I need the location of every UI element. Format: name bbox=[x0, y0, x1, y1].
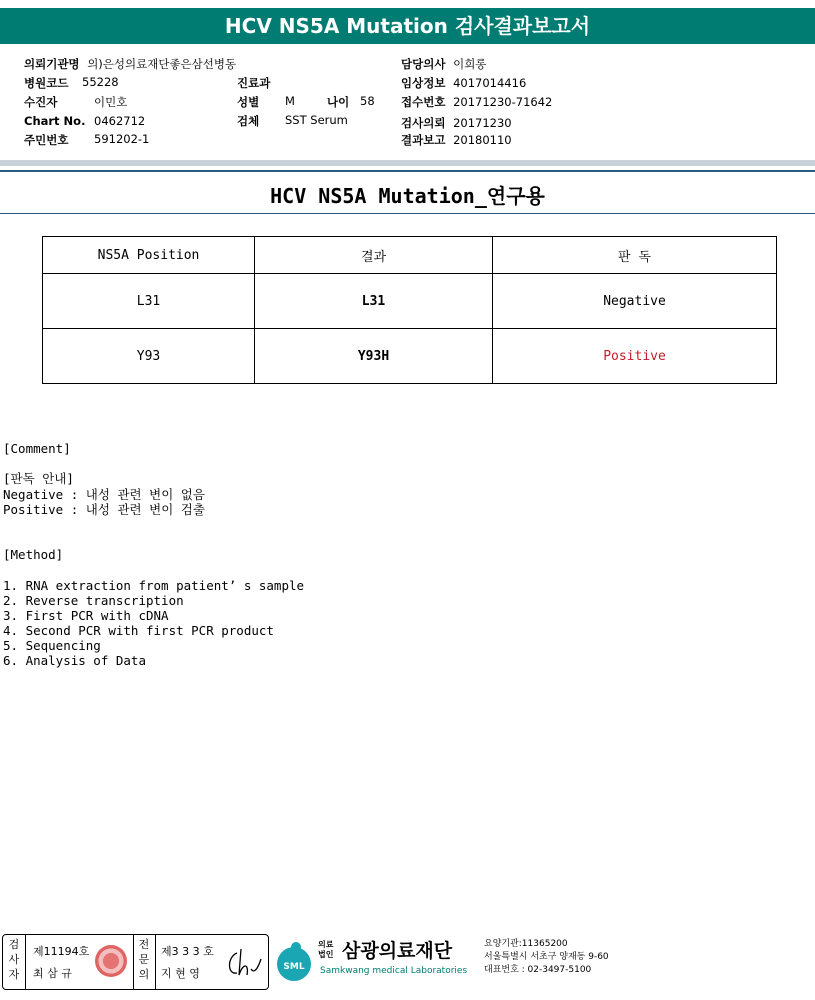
signature-box bbox=[2, 934, 269, 990]
checker-name: 지 현 영 bbox=[161, 967, 200, 980]
method-step: 1. RNA extraction from patient’ s sample bbox=[3, 578, 305, 593]
org-phone: 대표번호 : 02-3497-5100 bbox=[484, 965, 592, 975]
checker-license: 제3 3 3 호 bbox=[161, 945, 214, 958]
divider-blue bbox=[0, 170, 815, 172]
age-value: 58 bbox=[360, 94, 375, 108]
request-value: 20171230 bbox=[453, 116, 512, 130]
dept-row bbox=[237, 75, 270, 91]
table-row bbox=[43, 329, 777, 384]
patient-value: 이민호 bbox=[94, 95, 128, 109]
chart-row bbox=[24, 114, 146, 128]
clinical-row bbox=[401, 75, 526, 91]
table-row bbox=[43, 274, 777, 329]
rrn-row bbox=[24, 132, 150, 148]
cell-reading: Positive bbox=[493, 329, 777, 384]
cell-result: Y93H bbox=[255, 329, 493, 384]
patient-info-block bbox=[0, 44, 815, 160]
sex-value: M bbox=[285, 94, 295, 108]
rrn-value: 591202-1 bbox=[94, 132, 150, 146]
col-header-position: NS5A Position bbox=[43, 237, 255, 274]
org-code: 요양기관:11365200 bbox=[484, 939, 568, 949]
receipt-value: 20171230-71642 bbox=[453, 95, 553, 109]
report-title: HCV NS5A Mutation 검사결과보고서 bbox=[0, 8, 815, 44]
dept-label: 진료과 bbox=[237, 76, 271, 90]
org-address: 서울특별시 서초구 양재동 9-60 bbox=[484, 952, 609, 962]
guide-line-positive: Positive : 내성 관련 변이 검출 bbox=[3, 502, 205, 517]
receipt-label: 접수번호 bbox=[401, 95, 446, 109]
table-header-row bbox=[43, 237, 777, 274]
institution-label: 의뢰기관명 bbox=[24, 57, 80, 71]
checker-label: 전문의 bbox=[138, 938, 150, 981]
specimen-label: 검체 bbox=[237, 114, 260, 128]
method-step: 6. Analysis of Data bbox=[3, 653, 146, 668]
specimen-value: SST Serum bbox=[285, 113, 348, 127]
guide-heading: [판독 안내] bbox=[3, 471, 74, 486]
method-heading: [Method] bbox=[3, 547, 64, 562]
cell-result: L31 bbox=[255, 274, 493, 329]
logo-text: SML bbox=[283, 962, 305, 972]
inspector-label: 검사자 bbox=[8, 938, 20, 981]
hospital-code-value: 55228 bbox=[82, 75, 119, 89]
report-value: 20180110 bbox=[453, 133, 512, 147]
report-row bbox=[401, 132, 512, 148]
report-footer bbox=[0, 934, 815, 990]
age-label: 나이 bbox=[327, 95, 350, 109]
inspector-license: 제11194호 bbox=[33, 945, 90, 958]
hospital-code-row bbox=[24, 75, 119, 91]
org-contact bbox=[484, 938, 609, 977]
cell-reading: Negative bbox=[493, 274, 777, 329]
guide-line-negative: Negative : 내성 관련 변이 없음 bbox=[3, 487, 205, 502]
report-label: 결과보고 bbox=[401, 133, 446, 147]
rrn-label: 주민번호 bbox=[24, 133, 69, 147]
clinical-label: 임상정보 bbox=[401, 76, 446, 90]
divider-gray bbox=[0, 160, 815, 166]
receipt-row bbox=[401, 94, 552, 110]
clinical-value: 4017014416 bbox=[453, 76, 527, 90]
specimen-row bbox=[237, 113, 348, 129]
signature-icon bbox=[223, 945, 263, 981]
inspector-name: 최 삼 규 bbox=[33, 967, 72, 980]
divider-blue-thin bbox=[0, 213, 815, 214]
request-label: 검사의뢰 bbox=[401, 116, 446, 130]
method-step: 5. Sequencing bbox=[3, 638, 101, 653]
institution-value: 의)은성의료재단좋은삼선병동 bbox=[87, 57, 237, 71]
org-english-name: Samkwang medical Laboratories bbox=[320, 966, 468, 976]
org-name: 삼광의료재단 bbox=[342, 940, 453, 962]
section-subtitle: HCV NS5A Mutation_연구용 bbox=[270, 184, 545, 208]
method-step: 3. First PCR with cDNA bbox=[3, 608, 169, 623]
doctor-label: 담당의사 bbox=[401, 57, 446, 71]
doctor-value: 이희롱 bbox=[453, 57, 487, 71]
institution-row bbox=[24, 56, 236, 72]
cell-position: L31 bbox=[43, 274, 255, 329]
patient-label: 수진자 bbox=[24, 95, 58, 109]
doctor-row bbox=[401, 56, 486, 72]
mutation-result-table bbox=[42, 236, 777, 384]
sml-logo-icon bbox=[272, 938, 316, 982]
org-prefix: 의료법인 bbox=[318, 940, 334, 959]
patient-row bbox=[24, 94, 128, 110]
hospital-code-label: 병원코드 bbox=[24, 76, 69, 90]
seal-stamp-icon bbox=[95, 945, 127, 977]
sex-label: 성별 bbox=[237, 95, 260, 109]
method-step: 4. Second PCR with first PCR product bbox=[3, 623, 274, 638]
cell-position: Y93 bbox=[43, 329, 255, 384]
chart-label: Chart No. bbox=[24, 114, 86, 128]
chart-value: 0462712 bbox=[94, 114, 146, 128]
comment-heading: [Comment] bbox=[3, 441, 71, 456]
request-row bbox=[401, 115, 512, 131]
col-header-result: 결과 bbox=[255, 237, 493, 274]
col-header-reading: 판 독 bbox=[493, 237, 777, 274]
method-step: 2. Reverse transcription bbox=[3, 593, 184, 608]
sex-age-row bbox=[237, 94, 375, 110]
